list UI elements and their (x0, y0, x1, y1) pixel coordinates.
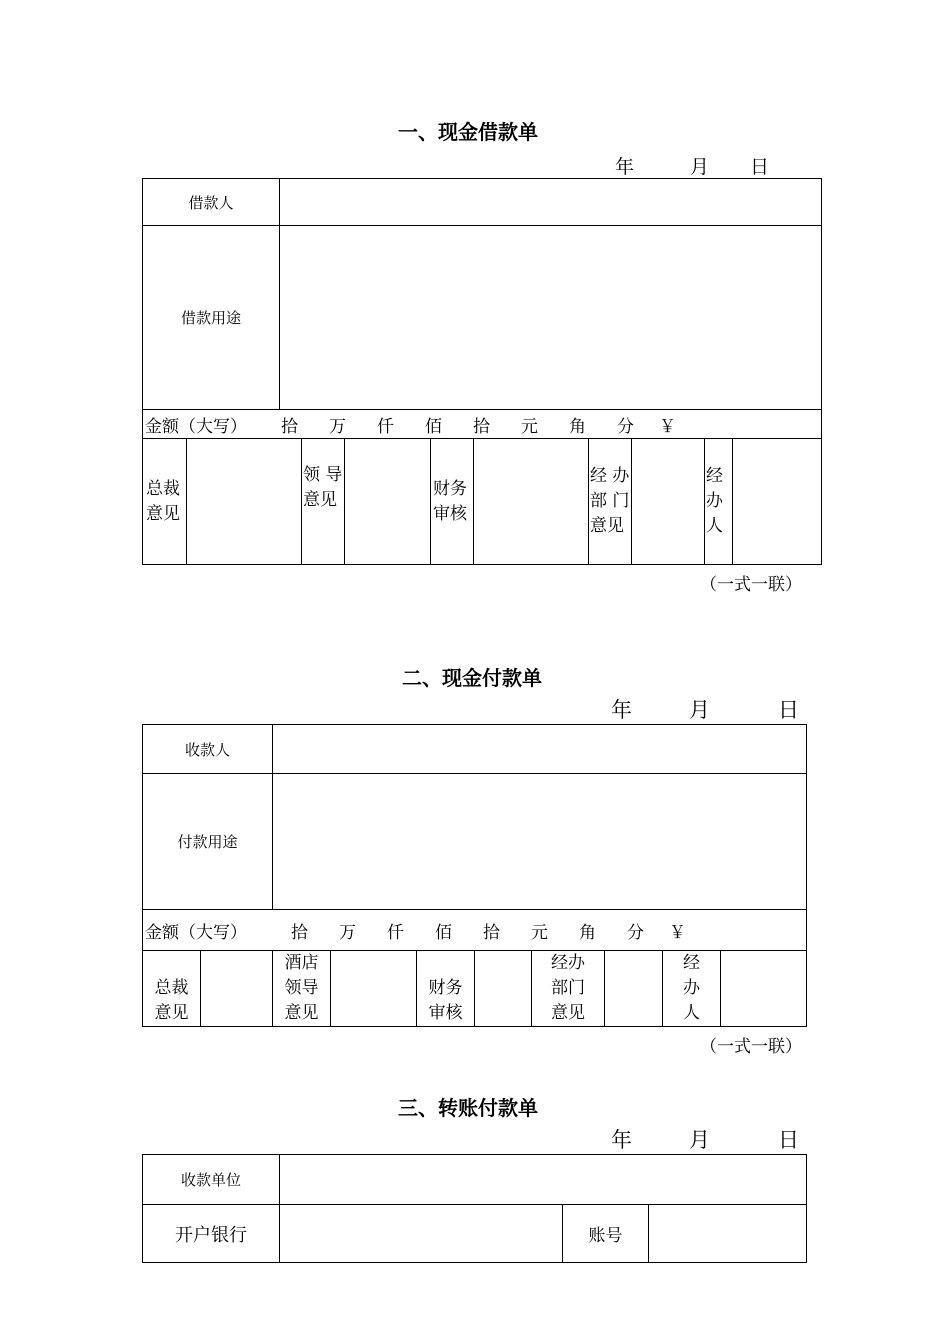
form3-date (611, 1124, 799, 1154)
form2-unit-qian: 仟 (387, 922, 404, 943)
form2-unit-yen: ￥ (669, 922, 686, 943)
form1-finance-label: 财务 审核 (431, 439, 474, 565)
form3-bank-label: 开户银行 (143, 1205, 280, 1263)
form2-date-year: 年 (611, 698, 632, 722)
form2-leader-field[interactable] (331, 951, 417, 1027)
form2-amount-label: 金额（大写） (145, 922, 247, 943)
form3-payee-unit-label: 收款单位 (143, 1155, 280, 1205)
form2-purpose-label: 付款用途 (143, 774, 273, 910)
form2-unit-shi-2: 拾 (483, 922, 500, 943)
form3-account-field[interactable] (649, 1205, 807, 1263)
form3-date-year: 年 (611, 1128, 632, 1152)
form1-unit-bai: 佰 (425, 416, 442, 437)
form3-date-day: 日 (778, 1128, 799, 1152)
form2-amount-row[interactable] (143, 910, 807, 951)
form2-date-day: 日 (778, 698, 799, 722)
form2-finance-label: 财务 审核 (417, 951, 475, 1027)
form2-dept-label: 经办 部门 意见 (532, 951, 605, 1027)
form1-dept-field[interactable] (632, 439, 705, 565)
form2-unit-jiao: 角 (579, 922, 596, 943)
form1-leader-label: 领 导 意见 (302, 439, 345, 565)
form2-note: （一式一联） (700, 1037, 802, 1057)
form3-date-month: 月 (689, 1128, 710, 1152)
form2-dept-field[interactable] (605, 951, 663, 1027)
form1-table (142, 178, 822, 565)
form1-handler-label: 经 办 人 (705, 439, 733, 565)
form2-handler-field[interactable] (721, 951, 807, 1027)
form2-date-month: 月 (689, 698, 710, 722)
form1-finance-field[interactable] (474, 439, 589, 565)
form2-handler-label: 经 办 人 (663, 951, 721, 1027)
form2-unit-shi-1: 拾 (291, 922, 308, 943)
form2-unit-fen: 分 (627, 922, 644, 943)
form2-date (611, 694, 799, 724)
form2-title: 二、现金付款单 (402, 666, 542, 690)
form1-unit-yuan: 元 (521, 416, 538, 437)
form1-unit-yen: ￥ (659, 416, 676, 437)
form1-unit-jiao: 角 (569, 416, 586, 437)
form1-dept-label: 经 办 部 门 意见 (589, 439, 632, 565)
form2-finance-field[interactable] (475, 951, 532, 1027)
form1-purpose-label: 借款用途 (143, 226, 280, 410)
form1-note: （一式一联） (700, 575, 802, 595)
form1-amount-row[interactable] (143, 410, 822, 439)
form1-unit-shi-1: 拾 (281, 416, 298, 437)
form1-president-label: 总裁 意见 (143, 439, 187, 565)
form1-date-day: 日 (750, 156, 770, 178)
form1-handler-field[interactable] (733, 439, 822, 565)
form1-leader-field[interactable] (345, 439, 431, 565)
form1-date (615, 152, 769, 179)
form1-unit-wan: 万 (329, 416, 346, 437)
form2-payee-label: 收款人 (143, 725, 273, 774)
form1-amount-label: 金额（大写） (145, 416, 247, 437)
form1-unit-fen: 分 (617, 416, 634, 437)
form1-purpose-field[interactable] (280, 226, 822, 410)
form1-date-year: 年 (615, 156, 635, 178)
form2-table (142, 724, 807, 1027)
form2-unit-wan: 万 (339, 922, 356, 943)
form2-leader-label: 酒店 领导 意见 (273, 951, 331, 1027)
form1-borrower-field[interactable] (280, 179, 822, 226)
form3-bank-field[interactable] (280, 1205, 563, 1263)
form3-table (142, 1154, 807, 1263)
form2-unit-yuan: 元 (531, 922, 548, 943)
form1-date-month: 月 (690, 156, 710, 178)
form2-unit-bai: 佰 (435, 922, 452, 943)
form1-borrower-label: 借款人 (143, 179, 280, 226)
form1-president-field[interactable] (187, 439, 302, 565)
form3-account-label: 账号 (563, 1205, 649, 1263)
form2-president-field[interactable] (201, 951, 273, 1027)
form2-payee-field[interactable] (273, 725, 807, 774)
form1-unit-qian: 仟 (377, 416, 394, 437)
form2-purpose-field[interactable] (273, 774, 807, 910)
form1-unit-shi-2: 拾 (473, 416, 490, 437)
form3-title: 三、转账付款单 (398, 1096, 538, 1120)
form3-payee-unit-field[interactable] (280, 1155, 807, 1205)
form2-president-label: 总裁 意见 (143, 951, 201, 1027)
form1-title: 一、现金借款单 (398, 120, 538, 144)
